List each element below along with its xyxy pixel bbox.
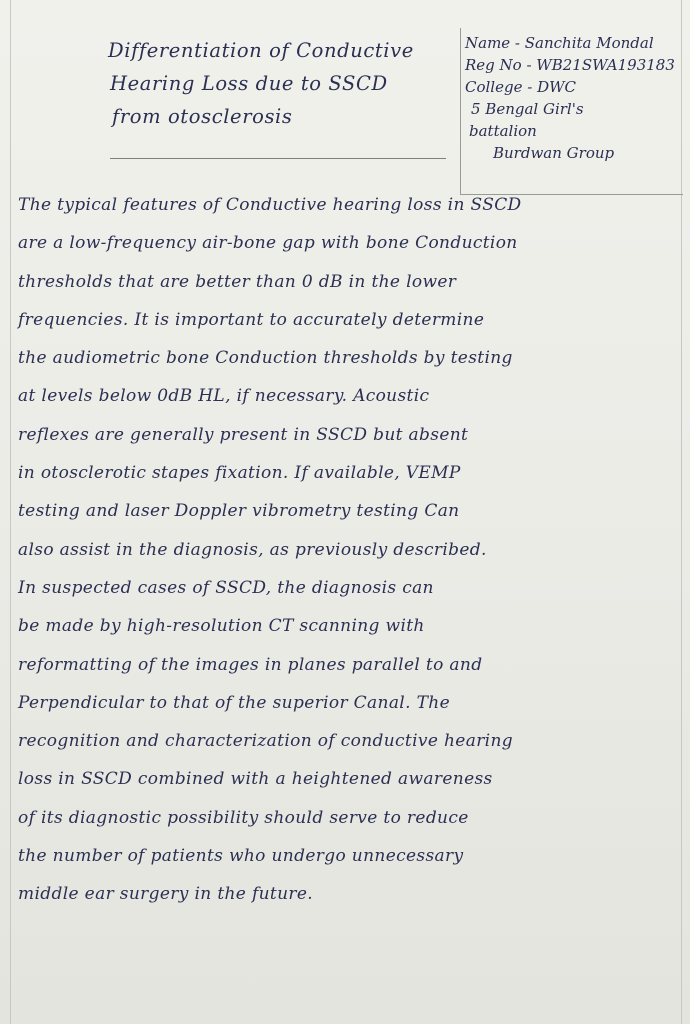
title-line: Hearing Loss due to SSCD xyxy=(110,72,388,95)
text-line: at levels below 0dB HL, if necessary. Acoustic xyxy=(18,386,430,407)
text-line: be made by high-resolution CT scanning with xyxy=(18,616,425,637)
group-name: Burdwan Group xyxy=(493,144,615,162)
left-margin-line xyxy=(10,0,11,1024)
battalion-line-2: battalion xyxy=(469,122,537,140)
registration-number: Reg No - WB21SWA193183 xyxy=(465,56,675,74)
title-line: from otosclerosis xyxy=(112,105,293,128)
text-line: Perpendicular to that of the superior Canal. The xyxy=(18,692,451,713)
text-line: reformatting of the images in planes parallel to and xyxy=(18,654,483,675)
text-line: frequencies. It is important to accurately determine xyxy=(18,309,485,330)
title-line: Differentiation of Conductive xyxy=(108,39,414,62)
text-line: are a low-frequency air-bone gap with bone Conduction xyxy=(18,233,518,254)
text-line: middle ear surgery in the future. xyxy=(18,884,314,905)
text-line: in otosclerotic stapes fixation. If available, VEMP xyxy=(18,463,461,484)
student-info xyxy=(465,32,687,164)
page-title xyxy=(108,34,458,133)
text-line: The typical features of Conductive hearing loss in SSCD xyxy=(18,195,522,215)
essay-body xyxy=(18,186,673,914)
text-line: testing and laser Doppler vibrometry testing Can xyxy=(18,501,460,522)
text-line: the audiometric bone Conduction thresholds by testing xyxy=(18,348,513,369)
text-line: of its diagnostic possibility should serve to reduce xyxy=(18,807,469,828)
text-line: the number of patients who undergo unnecessary xyxy=(18,846,464,867)
text-line: loss in SSCD combined with a heightened awareness xyxy=(18,769,493,790)
text-line: In suspected cases of SSCD, the diagnosis can xyxy=(18,577,434,598)
student-name: Name - Sanchita Mondal xyxy=(465,34,654,52)
title-underline xyxy=(110,158,446,159)
text-line: reflexes are generally present in SSCD but absent xyxy=(18,424,469,445)
college-name: College - DWC xyxy=(465,78,576,96)
battalion-line-1: 5 Bengal Girl's xyxy=(471,100,584,118)
text-line: also assist in the diagnosis, as previously described. xyxy=(18,539,487,560)
text-line: thresholds that are better than 0 dB in the lower xyxy=(18,271,457,292)
text-line: recognition and characterization of conductive hearing xyxy=(18,731,513,752)
